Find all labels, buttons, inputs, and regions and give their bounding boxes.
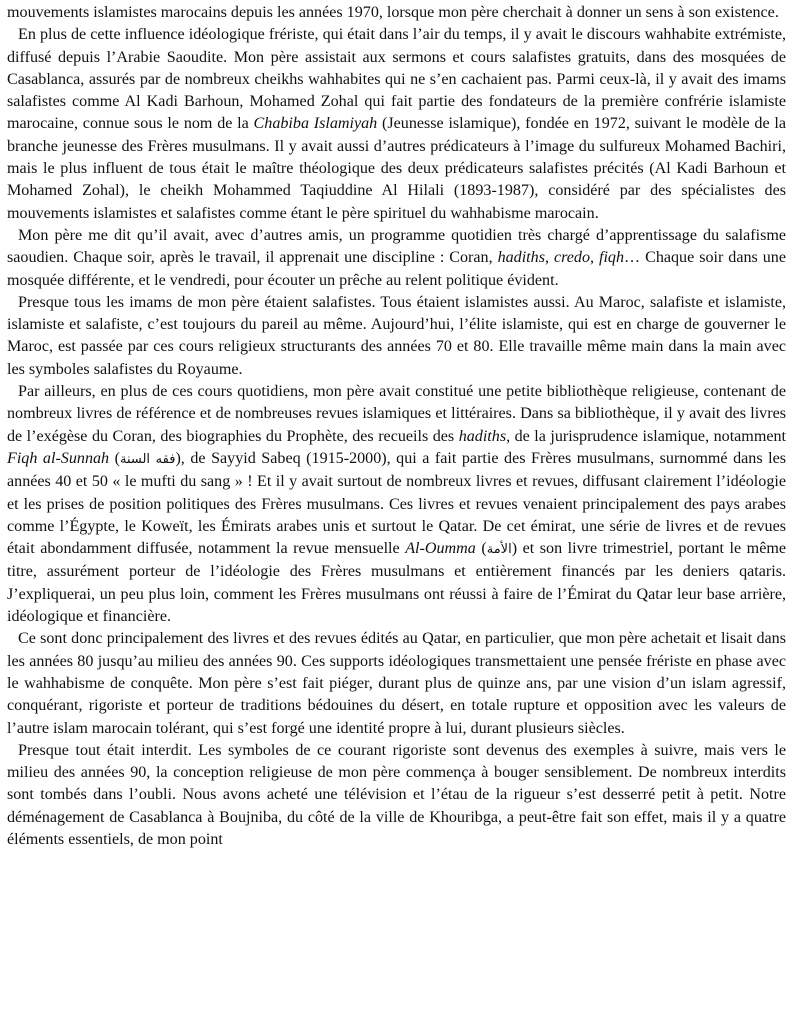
text-segment: , de la jurisprudence islamique, notamment xyxy=(506,427,787,445)
italic-text: hadiths xyxy=(497,249,545,267)
paragraph xyxy=(7,628,786,739)
paragraph xyxy=(7,740,786,851)
text-segment: Presque tout était interdit. Les symboles de ce courant rigoriste sont devenus des exemples à suivre, mais vers le milieu des années 90, la conception religieuse de mon père commença à bouger sensiblement. De nombreux interdits sont tombés dans l’oubli. Nous avons acheté une télévision et l’étau de la rigueur s’est desserré petit à petit. Notre déménagement de Casablanca à Boujniba, du côté de la ville de Khouribga, a peut-être fait son effet, mais il y a quatre éléments essentiels, de mon point xyxy=(7,741,786,848)
italic-text: hadiths xyxy=(458,427,507,445)
text-segment: Presque tous les imams de mon père étaient salafistes. Tous étaient islamistes aussi. Au Maroc, salafiste et islamiste, islamiste et salafiste, c’est toujours du pareil au même. Aujourd’hui, l’élite islamiste, qui est en charge de gouverner le Maroc, est passée par ces cours religieux structurants des années 70 et 80. Elle travaille même main dans la main avec les symboles salafistes du Royaume. xyxy=(7,293,786,378)
paragraph xyxy=(7,292,786,381)
text-segment: Ce sont donc principalement des livres et des revues édités au Qatar, en particulier, que mon père achetait et lisait dans les années 80 jusqu’au milieu des années 90. Ces supports idéologiques transmettaient une pensée fréristе en phase avec le wahhabisme de conquête. Mon père s’est fait piéger, durant plus de quinze ans, par une vision d’un islam agressif, conquérant, rigoriste et porteur de traditions bédouines du désert, en totale rupture et opposition avec les valeurs de l’autre islam marocain tolérant, qui s’est forgé une identité propre à lui, durant plusieurs siècles. xyxy=(7,630,786,737)
text-segment: Mon père me dit qu’il avait, avec d’autres amis, un programme quotidien très chargé d’apprentissage du salafisme saoudien. Chaque soir, après le travail, il apprenait une discipline : Coran, xyxy=(7,226,786,267)
italic-text: Fiqh al-Sunnah xyxy=(7,449,110,467)
text-segment: ( xyxy=(109,449,120,467)
body-text xyxy=(7,2,786,851)
text-segment: mouvements islamistes marocains depuis les années 1970, lorsque mon père cherchait à donner un sens à son existence. xyxy=(7,4,779,21)
arabic-text: الأمة xyxy=(486,542,512,558)
text-segment: , xyxy=(544,249,554,267)
arabic-text: فقه السنة xyxy=(119,451,176,467)
text-segment: (Jeunesse islamique), fondée en 1972, suivant le modèle de la branche jeunesse des Frères musulmans. Il y avait aussi d’autres prédicateurs à l’image du sulfureux Mohamed Bachiri, mais le plus influent de tous était le maître théologique des deux prédicateurs salafistes précités (Al Kadi Barhoun et Mohamed Zohal), le cheikh Mohammed Taqiuddine Al Hilali (1893-1987), considéré par des spécialistes des mouvements islamistes et salafistes comme étant le père spirituel du wahhabisme marocain. xyxy=(7,115,787,222)
italic-text: credo xyxy=(553,249,590,267)
paragraph xyxy=(7,24,786,225)
paragraph xyxy=(7,381,786,628)
text-segment: En plus de cette influence idéologique fréristе, qui était dans l’air du temps, il y avait le discours wahhabite extrémiste, diffusé depuis l’Arabie Saoudite. Mon père assistait aux sermons et cours salafistes gratuits, dans des mosquées de Casablanca, assurés par de nombreux cheikhs wahhabites qui ne s’en cachaient pas. Parmi ceux-là, il y avait des imams salafistes comme Al Kadi Barhoun, Mohamed Zohal qui fait partie des fondateurs de la première confrérie islamiste marocaine, connue sous le nom de la xyxy=(7,26,786,133)
text-segment: ( xyxy=(475,540,487,558)
italic-text: fiqh xyxy=(598,249,625,267)
italic-text: Al-Oumma xyxy=(405,540,476,558)
text-segment: ), de Sayyid Sabeq (1915-2000), qui a fait partie des Frères musulmans, surnommé dans les années 40 et 50 « le mufti du sang » ! Et il y avait surtout de nombreux livres et revues, diffusant clairement l’idéologie et les prises de position politiques des Frères musulmans. Ces livres et revues venaient principalement des pays arabes comme l’Égypte, le Koweït, les Émirats arabes unis et surtout le Qatar. De cet émirat, une série de livres et de revues était abondamment diffusée, notamment la revue mensuelle xyxy=(7,449,787,558)
paragraph xyxy=(7,2,786,24)
text-segment: ) et son livre trimestriel, portant le même titre, assurément porteur de l’idéologie des Frères musulmans et entièrement financés par les deniers qataris. J’expliquerai, un peu plus loin, comment les Frères musulmans ont réussi à faire de l’Émirat du Qatar leur base arrière, idéologique et financière. xyxy=(7,540,786,626)
text-segment: … Chaque soir dans une mosquée différente, et le vendredi, pour écouter un prêche au relent politique évident. xyxy=(7,249,786,289)
italic-text: Chabiba Islamiyah xyxy=(253,115,378,133)
paragraph xyxy=(7,225,786,292)
text-segment: Par ailleurs, en plus de ces cours quotidiens, mon père avait constitué une petite bibliothèque religieuse, contenant de nombreux livres de référence et de nombreuses revues islamiques et littéraires. Dans sa bibliothèque, il y avait des livres de l’exégèse du Coran, des biographies du Prophète, des recueils des xyxy=(7,383,786,445)
text-segment: , xyxy=(590,249,599,267)
